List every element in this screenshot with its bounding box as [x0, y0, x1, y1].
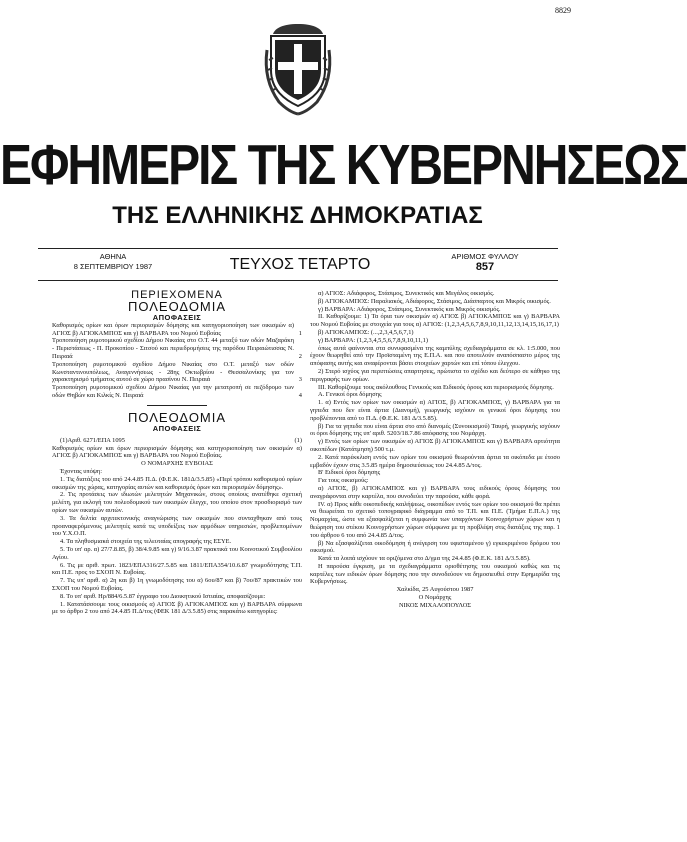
decision-ref-index: (1) — [294, 436, 302, 444]
sheet-number-block — [410, 252, 560, 272]
contents-list — [52, 322, 302, 400]
body-paragraph: ΙΙΙ. Καθορίζουμε τους ακόλουθους Γενικούς και Ειδικούς όρους και περιορισμούς δόμησης. — [318, 383, 554, 391]
body-paragraph: 7. Τις υπ' αριθ. α) 2η και β) 1η γνωμοδότησης του α) 6ου/87 και β) 7ου/87 πρακτικών του ΣΧΟΠ του Νομού Ευβοίας. — [52, 577, 302, 592]
body-paragraph: 8. Το υπ' αριθ. Ηρ/884/6.5.87 έγγραφο του Διοικητικού Ιστιαίας, αποφασίζουμε: — [60, 592, 266, 600]
body-paragraph: Α. Γενικοί όροι δόμησης — [318, 391, 382, 399]
header-top-rule — [38, 248, 558, 249]
contents-section-title: ΠΟΛΕΟΔΟΜΙΑ — [127, 298, 227, 314]
signer-title: Ο Νομάρχης — [418, 594, 452, 602]
decision-reference — [52, 437, 302, 445]
body-paragraph: 1. Κατατάσσουμε τους οικισμούς α) ΑΓΙΟΣ β) ΑΓΙΟΚΑΜΠΟΣ και γ) ΒΑΡΒΑΡΑ σύμφωνα με το άρθρο 2 του από 24.4.85 Π.Δ/τος (ΦΕΚ 181 Δ/3.5.85) στις παρακάτω κατηγορίες: — [52, 600, 302, 616]
contents-heading: ΠΕΡΙΕΧΟΜΕΝΑ — [131, 289, 223, 301]
contents-item-text: Τροποποίηση ρυμοτομικού σχεδίου Δήμου Νικαίας για την μετατροπή σε πεζόδρομο των οδών Θηβών και Κιλκίς Ν. Πειραιά — [52, 384, 294, 399]
page-number: 8829 — [555, 6, 571, 15]
right-column — [310, 290, 560, 610]
contents-item-text: Καθορισμός ορίων και όρων περιορισμών δόμησης και κατηγοριοποίηση των οικισμών α) ΑΓΙΟΣ β) ΑΓΙΟΚΑΜΠΟΣ και γ) ΒΑΡΒΑΡΑ του Νομού Ευβοίας — [52, 321, 294, 337]
section-divider — [147, 405, 207, 406]
contents-item — [52, 384, 302, 400]
body-paragraph: όπως αυτά φαίνονται στα συνυφασμένα της καμπύλης σχεδιαγράμματα σε κλ. 1:5.000, που έχουν θεωρηθεί από την Προϊσταμένη της Ε.Π.Α. και που αποτελούν αναπόσπαστο μέρος της απόφασης αυτής και αναφέρονται βάσει στοιχείων χαρτών και επί τόπου έλεγχου. — [310, 344, 560, 368]
body-paragraph: Για τους οικισμούς: — [318, 477, 369, 485]
body-paragraph: α) ΑΓΙΟΣ: Αδιάφορος, Στάσιμος, Συνεκτικός και Μεγάλος οικισμός. — [318, 290, 495, 297]
contents-item — [52, 322, 302, 338]
body-paragraph: 5. Το υπ' αρ. α) 27/7.8.85, β) 38/4.9.85 και γ) 9/16.3.87 πρακτικά του Κοινοτικού Συμβουλίου Αγίου. — [52, 545, 302, 561]
contents-item-page: 1 — [298, 329, 302, 337]
header-bottom-rule — [38, 280, 558, 281]
decision-subject: Καθορισμός ορίων και όρων περιορισμών δόμησης και κατηγοριοποίηση των οικισμών α) ΑΓΙΟΣ β) ΑΓΙΟΚΑΜΠΟΣ και γ) ΒΑΡΒΑΡΑ του Νομού Ευβοίας. — [52, 444, 302, 460]
gazette-subtitle: ΤΗΣ ΕΛΛΗΝΙΚΗΣ ΔΗΜΟΚΡΑΤΙΑΣ — [112, 202, 483, 229]
body-paragraph: 2. Κατά παρέκκλιση εντός των ορίων του οικισμού θεωρούνται άρτια τα οικόπεδα με έτοσο εμβαδόν έχουν στις 3.5.85 ημέρα δημοσιεύσεως του 24.4.85 Δ/τος. — [310, 453, 560, 469]
issue-label: ΤΕΥΧΟΣ ΤΕΤΑΡΤΟ — [229, 256, 371, 273]
issue-place-date — [38, 252, 188, 272]
decision-authority: Ο ΝΟΜΑΡΧΗΣ ΕΥΒΟΙΑΣ — [141, 460, 213, 468]
issue-city: ΑΘΗΝΑ — [99, 252, 127, 261]
greek-coat-of-arms-emblem — [265, 20, 331, 116]
contents-item — [52, 361, 302, 384]
left-column — [52, 290, 302, 616]
body-paragraph: 3. Τα δελτία αρχιτεκτονικής αναγνώρισης των οικισμών που συνταχθηκαν από τους προαναφερόμενους μελετητές κατά τις υποδείξεις των αρμόδιων υπηρεσιών, προβλεπομένων του Υ.Χ.Ο.Π. — [52, 514, 302, 538]
decision-subsection-title: ΑΠΟΦΑΣΕΙΣ — [152, 423, 202, 433]
decision-number: (1)Αριθ. 6271/ΕΠΑ 1095 — [60, 436, 125, 444]
sheet-label: ΑΡΙΘΜΟΣ ΦΥΛΛΟΥ — [451, 252, 519, 261]
contents-subsection-title: ΑΠΟΦΑΣΕΙΣ — [152, 312, 202, 322]
body-paragraph: 1. Τις διατάξεις του από 24.4.85 Π.Δ. (Φ.Ε.Κ. 181Δ/3.5.85) «Περί τρόπου καθορισμού ορίων οικισμών της χώρας, κατηγορίας αυτών και καθορισμός όρων και περιορισμών δόμησης». — [52, 475, 302, 491]
body-paragraph: 2. Τις προτάσεις των ιδιωτών μελετητών Μηχανικών, στους οποίους ανατέθηκε σχετική μελέτη, για εκλογή του πολεοδομικού των οικισμών έλεγχε, του οποίου στον προσδιορισμό των ορίων των οικισμών αυτών. — [52, 491, 302, 514]
considering-line: Έχοντας υπόψη: — [60, 467, 102, 475]
body-paragraph: β) ΑΓΙΟΚΑΜΠΟΣ: (...,2,3,4,5,6,7,1) — [318, 328, 414, 336]
body-paragraph: Η παρούσα έγκριση, με τα σχεδιαγράμματα οριοθέτησης του οικισμού καθώς και τις καρτέλες των ειδικών όρων δόμησης που την συνοδεύουν να δημοσιευθεί στην Εφημερίδα της Κυβερνήσεως. — [310, 562, 560, 586]
body-paragraph: 2) Στερό ισχύος για περιπτώσεις απαρτησεις, πρώτιστα το σχέδιο και δεύτερο σε κάθηκο της περιγραφής των ορίων. — [310, 367, 560, 383]
right-paragraphs — [310, 290, 560, 586]
place-date: Χαλκίδα, 25 Αυγούστου 1987 — [396, 586, 474, 594]
body-paragraph: γ) Εντός των ορίων των οικισμών α) ΑΓΙΟΣ β) ΑΓΙΟΚΑΜΠΟΣ και γ) ΒΑΡΒΑΡΑ αρτιότητα οικοπέδων (Κατάτμηση) 500 τ.μ. — [310, 438, 560, 453]
body-paragraph: β) Να εξασφαλίζεται οικοδόμηση ή ανέγερση του υφισταμένου γ) εγκεκριμένου δρόμου του οικισμού. — [310, 539, 560, 555]
body-paragraph: Κατά τα λοιπά ισχύουν τα οριζόμενα στο Δ/γμα της 24.4.85 (Φ.Ε.Κ. 181 Δ/3.5.85). — [318, 555, 531, 563]
contents-item-page: 4 — [298, 391, 302, 399]
decision-section-title: ΠΟΛΕΟΔΟΜΙΑ — [127, 409, 227, 425]
left-paragraphs — [52, 476, 302, 616]
body-paragraph: 1. α) Εντός των ορίων των οικισμών α) ΑΓΙΟΣ, β) ΑΓΙΟΚΑΜΠΟΣ, γ) ΒΑΡΒΑΡΑ για τα γηπεδα που δεν είναι άρτια (Διανομή), γεωργικής ισχύουν οι γενικοί όροι δόμησης του προβλέπονται από το Π.Δ. (Φ.Ε.Κ. 181 Δ/3.5.85). — [310, 399, 560, 422]
body-paragraph: ΙΙ. Καθορίζουμε: 1) Τα όρια των οικισμών α) ΑΓΙΟΣ β) ΑΓΙΟΚΑΜΠΟΣ και γ) ΒΑΡΒΑΡΑ του Νομού Ευβοίας με στοιχεία για τους α) ΑΓΙΟΣ: (1,2,3,4,5,6,7,8,9,10,11,12,13,14,15,16,17,1) — [310, 313, 560, 329]
contents-item-page: 2 — [298, 352, 302, 360]
body-paragraph: Β' Ειδικοί όροι δόμησης — [318, 469, 381, 477]
contents-item-text: Τροποποίηση ρυμοτομικού σχεδίου Δήμου Νικαίας στο Ο.Τ. μεταξύ των οδών Κωνσταντινουπόλεως, Αναγεννήσεως - 28ης Οκτωβρίου - Θεσσαλονίκης για τον χαρακτηρισμό τμήματος αυτού σε χώρο πρασίνου Ν. Πειραιά — [52, 360, 294, 384]
gazette-title: ΕΦΗΜΕΡΙΣ ΤΗΣ ΚΥΒΕΡΝΗΣΕΩΣ — [0, 134, 687, 197]
issue-date: 8 ΣΕΠΤΕΜΒΡΙΟΥ 1987 — [73, 262, 153, 271]
contents-item-page: 3 — [298, 376, 302, 384]
body-paragraph: IV. α) Προς κάθε οικοπεδικής καιλήψεως, οικοπέδων εντός των ορίων του οικισμού θα πρέπει να θεωρείται το σχετικό τοπογραφικό διάγραμμα από το Τ.Π. και Π.Ε. (Τμήμα Ε.Π.Α.) της Νομαρχίας, ώστε να εξασφαλίζεται η συμφωνία των υπαρχόντων Κοινοχρήστων χώρων και η θεώρηση του στέκου Κοινοχρήστων χώρων σύμφωνα με τη προβλέψη στις διατάξεις της παρ. 1 του άρθρου 6 του από 24.4.85 Δ/τος. — [310, 500, 560, 539]
body-paragraph: β) Για τα γηπεδα που είναι άρτια στο από διανομές (Συνοικισμού) Ταυρή, γεωργικής ισχύουν οι όροι δόμησης της υπ' αριθ. 5203/18.7.86 απόφασης του Νομάρχη. — [310, 422, 560, 438]
body-paragraph: γ) ΒΑΡΒΑΡΑ: (1,2,3,4,5,5,6,7,8,9,10,11,1) — [318, 336, 428, 344]
body-paragraph: 4. Τα πληθυσμιακά στοιχεία της τελευταίας απογραφής της ΕΣΥΕ. — [60, 538, 232, 546]
body-paragraph: γ) ΒΑΡΒΑΡΑ: Αδιάφορος, Στάσιμος, Συνεκτικός και Μικρός οικισμός. — [318, 305, 501, 313]
signer-name: ΝΙΚΟΣ ΜΙΧΑΛΟΠΟΥΛΟΣ — [398, 601, 472, 609]
sheet-number: 857 — [475, 261, 495, 273]
body-paragraph: 6. Τις με αριθ. πρωτ. 1823/ΕΠΑ316/27.5.85 και 1811/ΕΠΑ354/10.6.87 γνωμοδότησης Τ.Π. και Π.Ε. προς το ΣΧΟΠ Ν. Ευβοίας. — [52, 561, 302, 577]
contents-item — [52, 337, 302, 360]
contents-item-text: Τροποποίηση ρυμοτομικού σχεδίου Δήμου Νικαίας στο Ο.Τ. 44 μεταξύ των οδών Μαζαράκη - Περιστάσεως - Π. Προκοπίου - Σιτσού και περιεδρομήσεις της παρόδου Πειραιώτισσας Ν. Πειραιά — [52, 337, 294, 360]
body-paragraph: α) ΑΓΙΟΣ, β) ΑΓΙΟΚΑΜΠΟΣ και γ) ΒΑΡΒΑΡΑ τους ειδικούς όρους δόμησης του αναγράφονται στην καρτέλα, που συνοδεύει την παρούσα, κάθε φορά. — [310, 484, 560, 500]
body-paragraph: β) ΑΓΙΟΚΑΜΠΟΣ: Παραλιακός, Αδιάφορος, Στάσιμος, Διάσπαρτος και Μικρός οικισμός. — [318, 297, 551, 305]
